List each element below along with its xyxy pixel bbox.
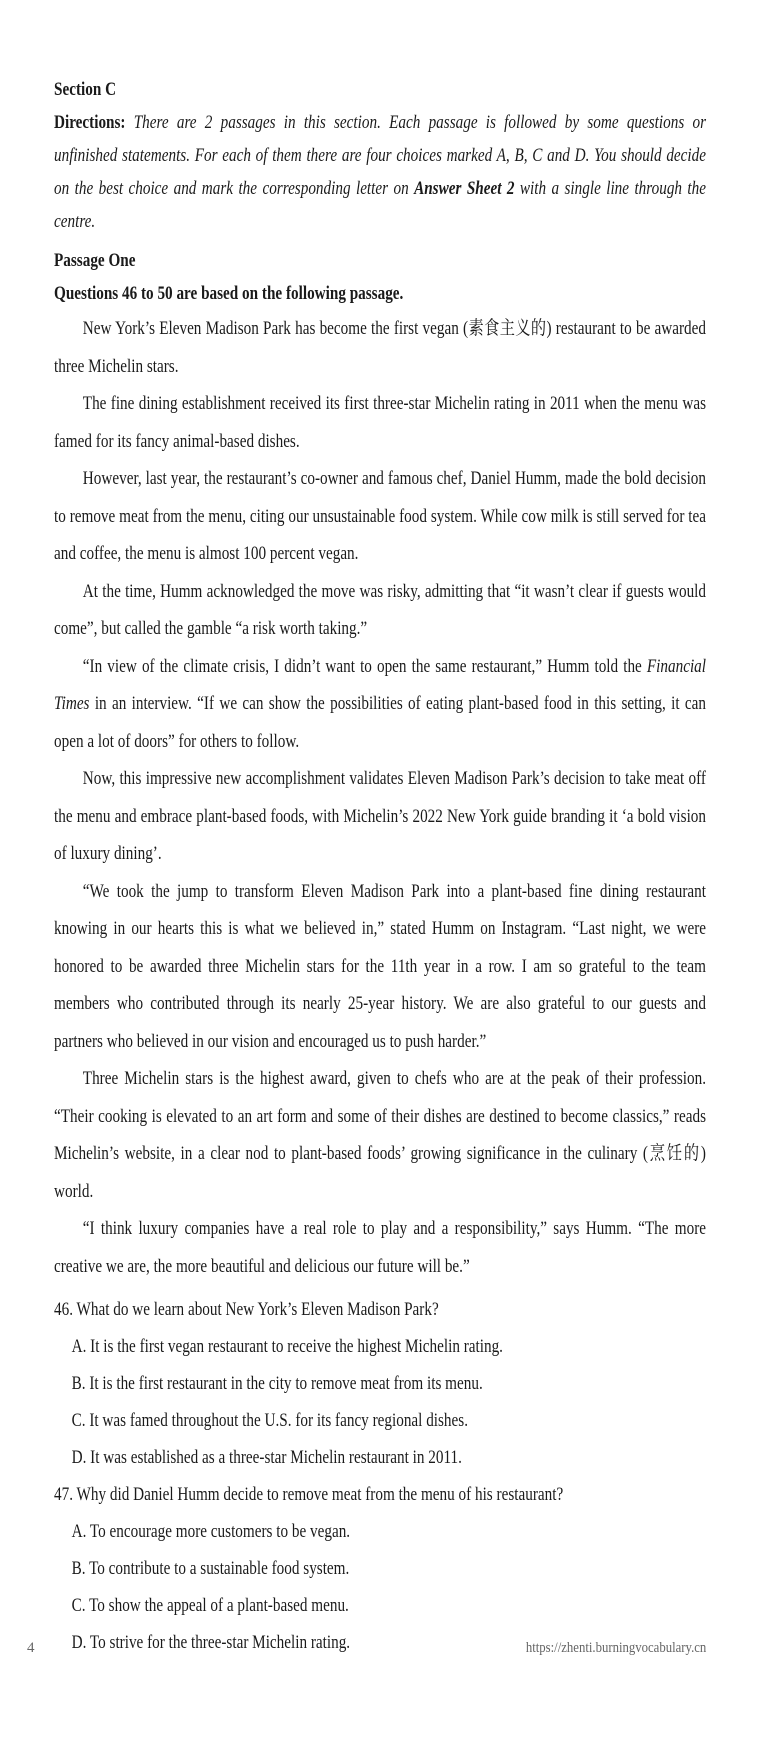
exam-page [54,78,706,1661]
question-47-option-d[interactable]: D. To strive for the three-star Michelin rating. [71,1632,351,1653]
questions-intro: Questions 46 to 50 are based on the following passage. [54,283,404,304]
passage-paragraph-7: “We took the jump to transform Eleven Madison Park into a plant-based fine dining restaurant knowing in our hearts this is what we believed in,” stated Humm on Instagram. “Last night, we were honored to be awarded three Michelin stars for the 11th year in a row. I am so grateful to the team members who contributed through its nearly 25-year history. We are also grateful to our guests and partners who believed in our vision and encouraged us to push harder.” [54,880,707,1052]
page-content [54,78,706,1661]
question-46-option-b[interactable]: B. It is the first restaurant in the city to remove meat from its menu. [71,1373,483,1394]
footer-url-link[interactable]: https://zhenti.burningvocabulary.cn [525,1640,706,1656]
directions [54,106,706,238]
passage-paragraph-6: Now, this impressive new accomplishment validates Eleven Madison Park’s decision to take meat off the menu and embrace plant-based foods, with Michelin’s 2022 New York guide branding it ‘a bold vision of luxury dining’. [54,768,707,864]
passage-paragraph-8: Three Michelin stars is the highest award, given to chefs who are at the peak of their profession. “Their cooking is elevated to an art form and some of their dishes are destined to become classics,” reads Michelin’s website, in a clear nod to plant-based foods’ growing significance in the culinary (烹饪的) world. [54,1068,707,1202]
question-46-stem: 46. What do we learn about New York’s Eleven Madison Park? [54,1299,439,1320]
passage-paragraph-9: “I think luxury companies have a real role to play and a responsibility,” says Humm. “The more creative we are, the more beautiful and delicious our future will be.” [54,1218,707,1277]
question-46-option-d[interactable]: D. It was established as a three-star Michelin restaurant in 2011. [71,1447,462,1468]
financial-times-title: Financial Times [54,655,707,714]
directions-text: There are 2 passages in this section. Each passage is followed by some questions or unfinished statements. For each of them there are four choices marked A, B, C and D. You should decide on the best choice and mark the corresponding letter on [54,112,707,199]
directions-label: Directions: [54,112,126,133]
paragraph-5-end: in an interview. “If we can show the possibilities of eating plant-based food in this setting, it can open a lot of doors” for others to follow. [54,693,706,752]
question-47-stem: 47. Why did Daniel Humm decide to remove meat from the menu of his restaurant? [54,1484,564,1505]
passage-paragraph-3: However, last year, the restaurant’s co-owner and famous chef, Daniel Humm, made the bold decision to remove meat from the menu, citing our unsustainable food system. While cow milk is still served for tea and coffee, the menu is almost 100 percent vegan. [54,468,707,564]
passage-paragraph-4: At the time, Humm acknowledged the move was risky, admitting that “it wasn’t clear if guests would come”, but called the gamble “a risk worth taking.” [54,580,707,639]
passage-paragraph-5 [54,648,706,761]
passage-title: Passage One [54,250,136,271]
section-title: Section C [54,79,117,100]
question-47-option-a[interactable]: A. To encourage more customers to be vegan. [71,1521,351,1542]
question-46-option-c[interactable]: C. It was famed throughout the U.S. for its fancy regional dishes. [71,1410,468,1431]
directions-text-end: with a single line through the centre. [54,178,707,232]
question-47-option-c[interactable]: C. To show the appeal of a plant-based menu. [71,1595,349,1616]
paragraph-5-start: “In view of the climate crisis, I didn’t want to open the same restaurant,” Humm told the [82,655,642,677]
passage-paragraph-1: New York’s Eleven Madison Park has become the first vegan (素食主义的) restaurant to be awarded three Michelin stars. [54,318,707,377]
passage-paragraph-2: The fine dining establishment received its first three-star Michelin rating in 2011 when the menu was famed for its fancy animal-based dishes. [54,393,707,452]
page-number: 4 [27,1640,35,1656]
question-47-option-b[interactable]: B. To contribute to a sustainable food system. [71,1558,350,1579]
question-46-option-a[interactable]: A. It is the first vegan restaurant to receive the highest Michelin rating. [71,1336,503,1357]
answer-sheet-label: Answer Sheet 2 [414,178,515,199]
